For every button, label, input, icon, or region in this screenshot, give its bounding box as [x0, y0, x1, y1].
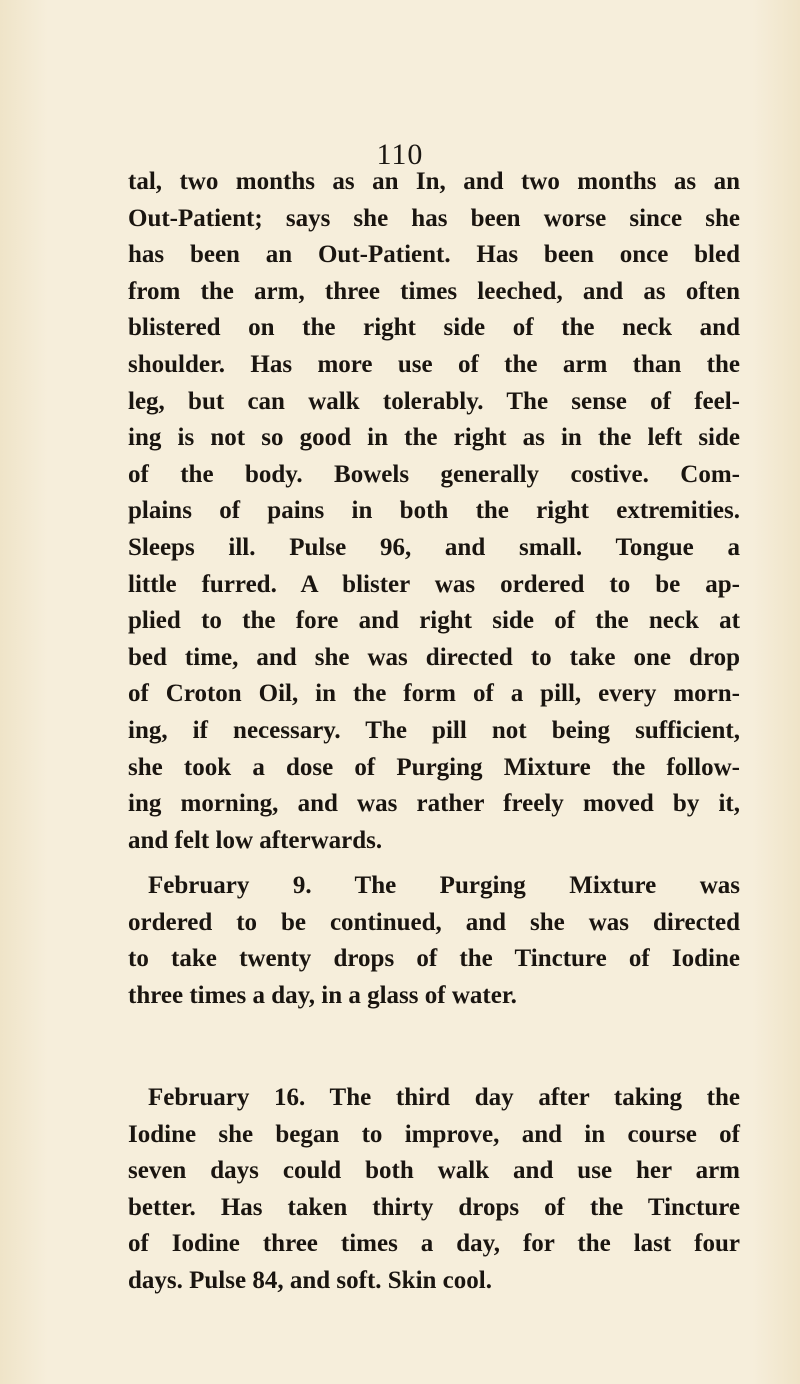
text-line: ing is not so good in the right as in the left side [128, 424, 740, 452]
text-line: seven days could both walk and use her arm [128, 1157, 740, 1185]
paragraph-february-9 [128, 868, 740, 1014]
text-line: February 16. The third day after taking the [148, 1084, 740, 1111]
text-line: Out-Patient; says she has been worse since she [128, 204, 740, 232]
text-line: to take twenty drops of the Tincture of Iodine [128, 945, 740, 973]
text-line: of Croton Oil, in the form of a pill, every morn- [128, 680, 740, 708]
paragraph-case-history [128, 164, 740, 859]
text-line: ing, if necessary. The pill not being sufficient, [128, 716, 740, 744]
text-line: of the body. Bowels generally costive. Com- [128, 460, 740, 488]
text-line: Iodine she began to improve, and in course of [128, 1120, 740, 1148]
text-line: Sleeps ill. Pulse 96, and small. Tongue a [128, 533, 740, 561]
text-line: little furred. A blister was ordered to be ap- [128, 570, 740, 598]
text-line: better. Has taken thirty drops of the Tincture [128, 1193, 740, 1221]
paragraph-february-16 [128, 1080, 740, 1300]
text-line: February 9. The Purging Mixture was [148, 872, 740, 899]
text-line: from the arm, three times leeched, and as often [128, 277, 740, 305]
text-line: bed time, and she was directed to take one drop [128, 643, 740, 671]
text-line: she took a dose of Purging Mixture the follow- [128, 753, 740, 781]
text-line: and felt low afterwards. [128, 826, 383, 854]
text-line: has been an Out-Patient. Has been once bled [128, 241, 740, 269]
text-line: blistered on the right side of the neck and [128, 314, 740, 342]
page-number: 110 [376, 138, 424, 171]
text-line: ordered to be continued, and she was directed [128, 908, 740, 936]
text-line: days. Pulse 84, and soft. Skin cool. [128, 1266, 492, 1294]
text-line: three times a day, in a glass of water. [128, 981, 517, 1009]
text-line: ing morning, and was rather freely moved by it, [128, 790, 740, 818]
text-line: leg, but can walk tolerably. The sense of feel- [128, 387, 740, 415]
text-line: shoulder. Has more use of the arm than the [128, 350, 740, 378]
text-line: plains of pains in both the right extremities. [128, 497, 740, 525]
text-line: of Iodine three times a day, for the last four [128, 1230, 740, 1258]
text-line: tal, two months as an In, and two months as an [128, 168, 740, 195]
text-line: plied to the fore and right side of the neck at [128, 607, 740, 635]
